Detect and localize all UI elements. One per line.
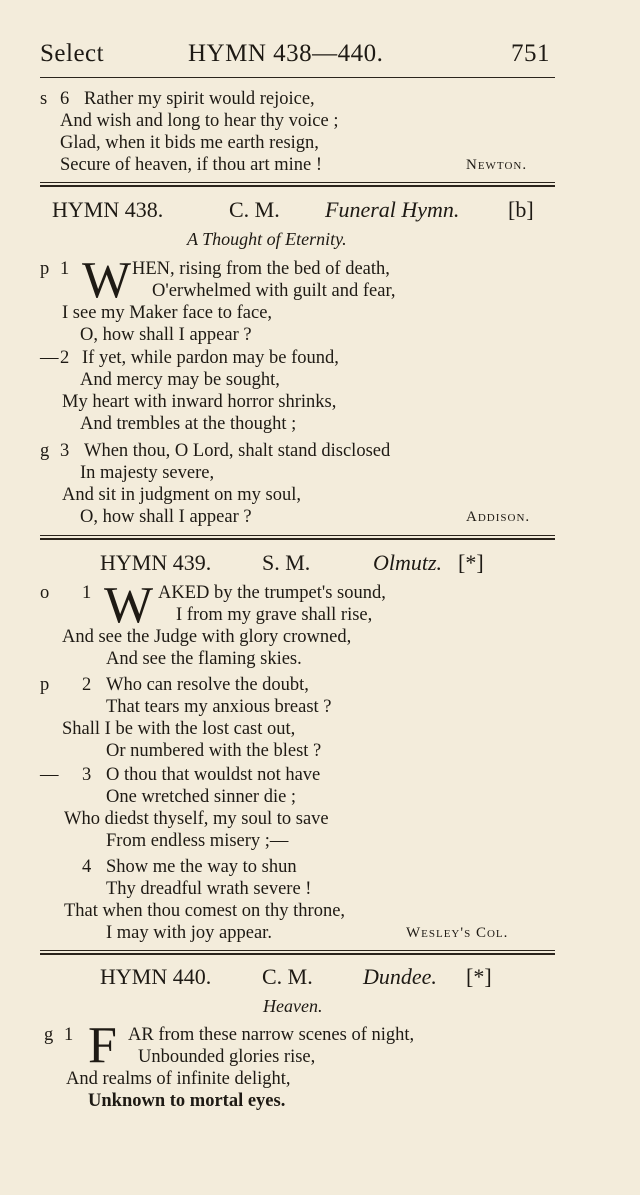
verse-number: 3 [82, 765, 92, 785]
verse-line: O, how shall I appear ? [80, 325, 252, 345]
page-number: 751 [511, 40, 550, 67]
verse-line: That when thou comest on thy throne, [64, 901, 346, 921]
verse-line: And see the flaming skies. [106, 649, 302, 669]
verse-line: AR from these narrow scenes of night, [128, 1025, 415, 1045]
author-attribution: Addison. [466, 509, 531, 525]
section-rule-thin [40, 535, 555, 536]
verse-line: Who diedst thyself, my soul to save [64, 809, 329, 829]
verse-line: Who can resolve the doubt, [106, 675, 309, 695]
verse-number: 1 [64, 1025, 74, 1045]
verse-number: 2 [60, 348, 70, 368]
hymn-title: HYMN 438. [52, 197, 164, 222]
verse-line: When thou, O Lord, shalt stand disclosed [84, 441, 391, 461]
verse-line: Unknown to mortal eyes. [88, 1091, 286, 1111]
verse-line: O thou that wouldst not have [106, 765, 321, 785]
verse-line: And sit in judgment on my soul, [62, 485, 301, 505]
verse-line: Shall I be with the lost cast out, [62, 719, 296, 739]
dynamic-mark: p [40, 259, 50, 279]
dynamic-mark: p [40, 675, 50, 695]
verse-line: And see the Judge with glory crowned, [62, 627, 352, 647]
verse-number: 1 [60, 259, 70, 279]
verse-line: Or numbered with the blest ? [106, 741, 322, 761]
verse-line: And wish and long to hear thy voice ; [60, 111, 339, 131]
author-attribution: Newton. [466, 157, 528, 173]
hymn-meter: C. M. [229, 197, 280, 222]
verse-line: Thy dreadful wrath severe ! [106, 879, 312, 899]
verse-line: And realms of infinite delight, [66, 1069, 291, 1089]
header-section-label: Select [40, 40, 105, 67]
hymn-title: HYMN 439. [100, 550, 212, 575]
hymn-tune: Dundee. [363, 964, 437, 989]
drop-capital: W [104, 577, 154, 634]
dynamic-mark: o [40, 583, 50, 603]
drop-capital: W [82, 252, 132, 309]
verse-number: 3 [60, 441, 70, 461]
verse-line: I may with joy appear. [106, 923, 272, 943]
author-attribution: Wesley's Col. [406, 925, 509, 941]
verse-line: My heart with inward horror shrinks, [62, 392, 337, 412]
verse-number: 4 [82, 857, 92, 877]
verse-line: Rather my spirit would rejoice, [84, 89, 315, 109]
verse-line: Glad, when it bids me earth resign, [60, 133, 319, 153]
verse-number: 2 [82, 675, 92, 695]
section-rule-thick [40, 185, 555, 187]
verse-line: O'erwhelmed with guilt and fear, [152, 281, 396, 301]
hymn-meter: S. M. [262, 550, 311, 575]
hymn-subtitle: Heaven. [263, 996, 323, 1016]
hymn-symbol: [*] [458, 550, 484, 575]
header-rule [40, 77, 555, 78]
hymn-subtitle: A Thought of Eternity. [187, 229, 347, 249]
verse-number: 1 [82, 583, 92, 603]
section-rule-thick [40, 953, 555, 955]
dynamic-mark: s [40, 89, 48, 109]
verse-line: In majesty severe, [80, 463, 215, 483]
dynamic-mark: — [40, 765, 59, 785]
dynamic-mark: g [44, 1025, 54, 1045]
hymn-symbol: [b] [508, 197, 534, 222]
dynamic-mark: g [40, 441, 50, 461]
verse-line: I from my grave shall rise, [176, 605, 373, 625]
verse-line: And trembles at the thought ; [80, 414, 297, 434]
drop-capital: F [88, 1017, 117, 1074]
verse-line: AKED by the trumpet's sound, [158, 583, 386, 603]
section-rule-thin [40, 182, 555, 183]
verse-line: And mercy may be sought, [80, 370, 280, 390]
verse-line: Show me the way to shun [106, 857, 297, 877]
section-rule-thin [40, 950, 555, 951]
section-rule-thick [40, 538, 555, 540]
verse-line: One wretched sinner die ; [106, 787, 297, 807]
verse-line: From endless misery ;— [106, 831, 289, 851]
hymn-meter: C. M. [262, 964, 313, 989]
dynamic-mark: — [40, 348, 59, 368]
verse-line: HEN, rising from the bed of death, [132, 259, 390, 279]
hymn-title: HYMN 440. [100, 964, 212, 989]
verse-number: 6 [60, 89, 70, 109]
verse-line: O, how shall I appear ? [80, 507, 252, 527]
hymn-symbol: [*] [466, 964, 492, 989]
hymn-tune: Olmutz. [373, 550, 443, 575]
verse-line: Unbounded glories rise, [138, 1047, 316, 1067]
verse-line: If yet, while pardon may be found, [82, 348, 339, 368]
verse-line: Secure of heaven, if thou art mine ! [60, 155, 322, 175]
verse-line: That tears my anxious breast ? [106, 697, 332, 717]
verse-line: I see my Maker face to face, [62, 303, 273, 323]
header-hymn-range: HYMN 438—440. [188, 40, 384, 67]
hymn-tune: Funeral Hymn. [325, 197, 460, 222]
